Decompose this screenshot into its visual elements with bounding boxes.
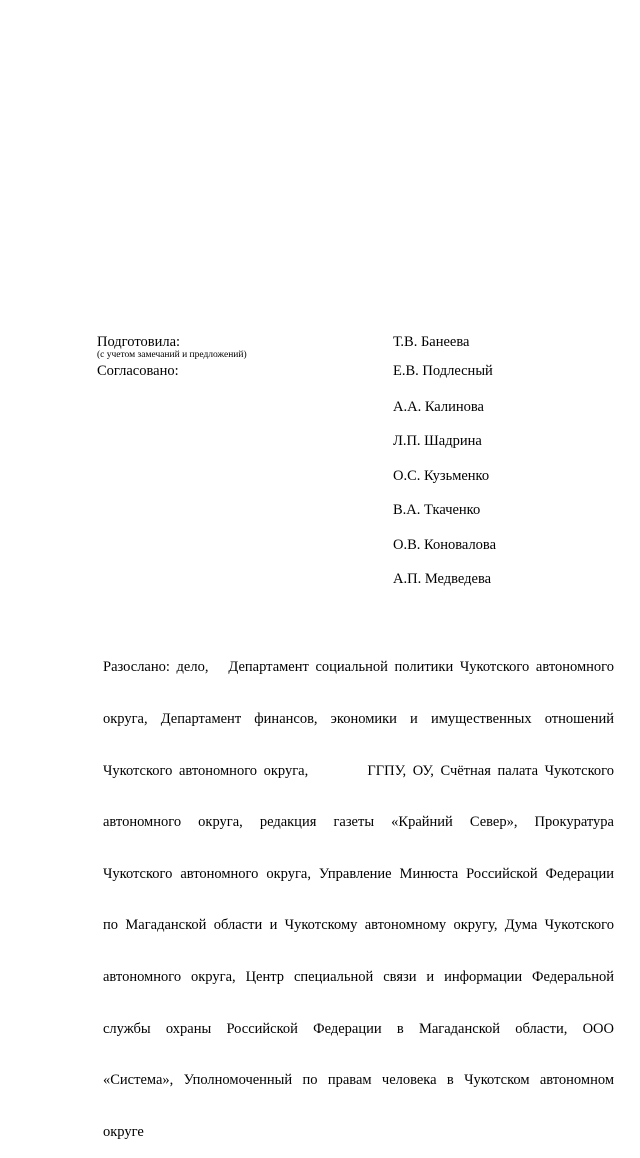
agreed-label: Согласовано: bbox=[97, 363, 179, 379]
prepared-note: (с учетом замечаний и предложений) bbox=[97, 350, 247, 360]
distribution-line: Чукотского автономного округа, ГГПУ, ОУ, Счётная палата Чукотского bbox=[103, 762, 614, 779]
signatory-name: Т.В. Банеева bbox=[393, 334, 470, 350]
distribution-line: службы охраны Российской Федерации в Магаданской области, ООО bbox=[103, 1020, 614, 1037]
distribution-line: «Система», Уполномоченный по правам человека в Чукотском автономном bbox=[103, 1072, 614, 1089]
distribution-line: автономного округа, редакция газеты «Крайний Север», Прокуратура bbox=[103, 814, 614, 831]
distribution-line: округа, Департамент финансов, экономики и имущественных отношений bbox=[103, 711, 614, 727]
distribution-line: автономного округа, Центр специальной связи и информации Федеральной bbox=[103, 968, 614, 985]
distribution-line: Разослано: дело, Департамент социальной политики Чукотского автономного bbox=[103, 659, 614, 676]
prepared-label: Подготовила: bbox=[97, 334, 181, 350]
signatory-name: Е.В. Подлесный bbox=[393, 363, 493, 379]
distribution-list bbox=[103, 625, 614, 1158]
signatory-name: О.В. Коновалова bbox=[393, 537, 497, 553]
signatory-name: В.А. Ткаченко bbox=[393, 502, 481, 518]
distribution-line: Чукотского автономного округа, Управление Минюста Российской Федерации bbox=[103, 865, 614, 882]
signatory-name: Л.П. Шадрина bbox=[393, 433, 482, 449]
signatory-name: А.П. Медведева bbox=[393, 571, 492, 587]
signatory-name: О.С. Кузьменко bbox=[393, 468, 490, 484]
distribution-line: округе bbox=[103, 1123, 144, 1140]
signatory-name: А.А. Калинова bbox=[393, 399, 484, 415]
distribution-line: по Магаданской области и Чукотскому автономному округу, Дума Чукотского bbox=[103, 917, 614, 934]
